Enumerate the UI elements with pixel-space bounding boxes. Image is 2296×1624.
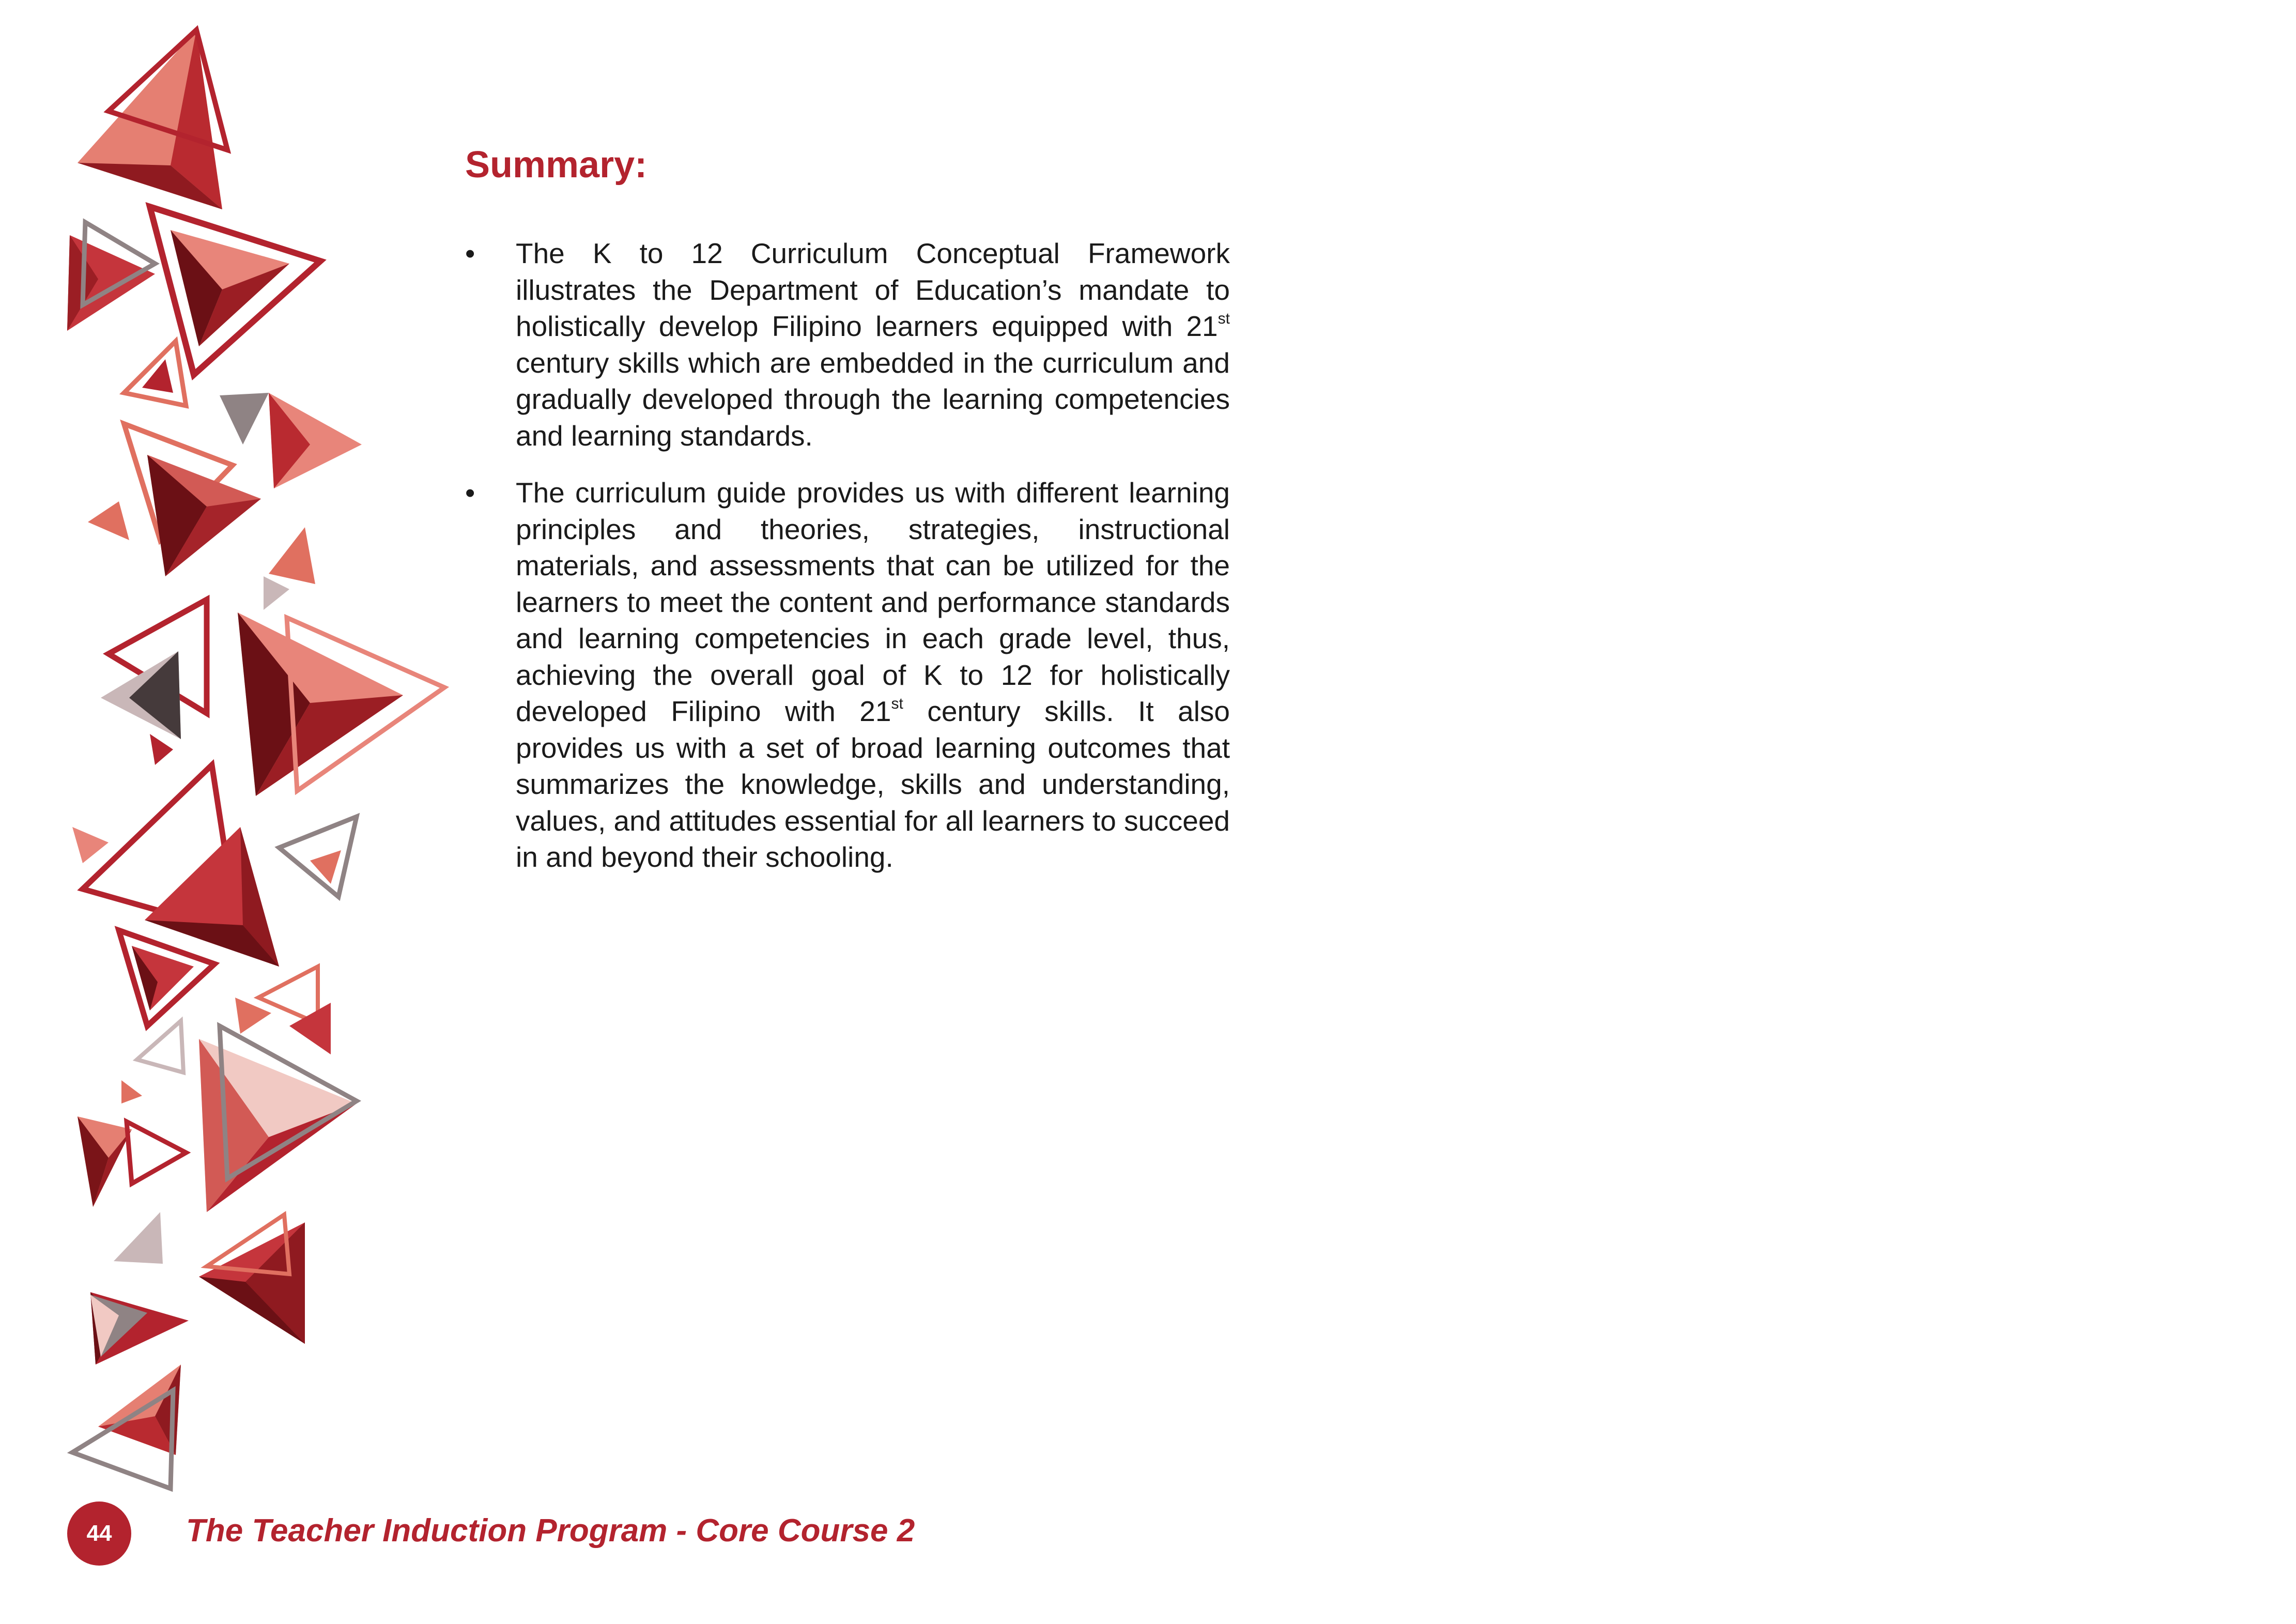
triangle-cluster-6-icon [238, 612, 444, 796]
footer-title: The Teacher Induction Program - Core Course 2 [186, 1513, 915, 1549]
section-heading: Summary: [465, 144, 648, 186]
page-number-badge: 44 [67, 1502, 131, 1566]
bullet-1-text: The K to 12 Curriculum Conceptual Framework illustrates the Department of Education’s mandate to holistically develop Filipino learners equipped with 21 [516, 237, 1230, 342]
bullet-2-superscript: st [891, 695, 903, 712]
triangle-cluster-3-icon [67, 222, 186, 406]
bullet-1-text-continued: century skills which are embedded in the curriculum and gradually developed through the learning competencies and learning standards. [516, 346, 1230, 452]
summary-bullet-2 [465, 474, 1230, 876]
bullet-icon: • [465, 237, 475, 269]
summary-list [465, 235, 1230, 896]
bullet-2-text-continued: century skills. It also provides us with a set of broad learning outcomes that summarizes the knowledge, skills and understanding, values, and attitudes essential for all learners to succeed in and beyond their schooling. [516, 695, 1230, 873]
triangle-cluster-9-icon [121, 1026, 357, 1212]
bullet-1-superscript: st [1218, 310, 1230, 327]
triangle-cluster-10-icon [78, 1116, 186, 1264]
bullet-icon: • [465, 477, 475, 509]
triangle-cluster-12-icon [90, 1292, 189, 1365]
triangle-cluster-7-icon [72, 765, 357, 967]
summary-bullet-1 [465, 235, 1230, 454]
triangle-cluster-1-icon [78, 30, 227, 209]
triangle-decoration [0, 0, 465, 1525]
triangle-cluster-4-icon [88, 393, 362, 576]
bullet-2-text: The curriculum guide provides us with different learning principles and theories, strategies, instructional materials, and assessments that can be utilized for the learners to meet the content and performance standards and learning competencies in each grade level, thus, achieving the overall goal of K to 12 for holistically developed Filipino with 21 [516, 477, 1230, 727]
triangle-cluster-13-icon [72, 1365, 181, 1489]
triangle-cluster-11-icon [199, 1215, 305, 1344]
